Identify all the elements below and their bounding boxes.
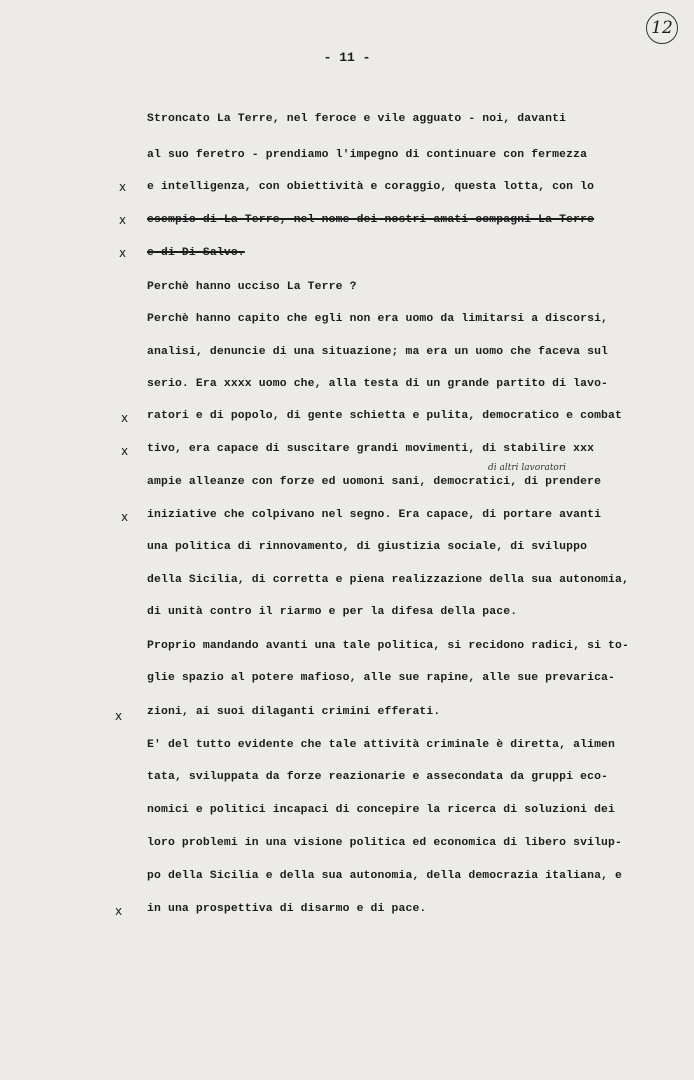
handwritten-page-number: 12 xyxy=(646,12,678,44)
text-line: Perchè hanno capito che egli non era uomo da limitarsi a discorsi, xyxy=(147,313,609,325)
margin-mark: x xyxy=(119,180,127,194)
text-line: E' del tutto evidente che tale attività criminale è diretta, alimen xyxy=(147,739,616,751)
text-line-struck: esempio di La Terre, nel nome dei nostri amati compagni La Terre xyxy=(147,214,595,226)
text-line: Stroncato La Terre, nel feroce e vile agguato - noi, davanti xyxy=(147,113,567,125)
text-line: in una prospettiva di disarmo e di pace. xyxy=(147,903,427,915)
margin-mark: x xyxy=(121,510,129,524)
text-line: ampie alleanze con forze ed uomoni sani, democratici, di prendere xyxy=(147,476,602,488)
text-line: serio. Era xxxx uomo che, alla testa di un grande partito di lavo- xyxy=(147,378,609,390)
margin-mark: x xyxy=(115,709,123,723)
text-line: tivo, era capace di suscitare grandi movimenti, di stabilire xxx xyxy=(147,443,595,455)
text-line: di unità contro il riarmo e per la difesa della pace. xyxy=(147,606,518,618)
text-line: tata, sviluppata da forze reazionarie e assecondata da gruppi eco- xyxy=(147,771,609,783)
margin-mark: x xyxy=(115,904,123,918)
handwritten-insert: di altri lavoratori xyxy=(488,463,567,473)
text-line: della Sicilia, di corretta e piena realizzazione della sua autonomia, xyxy=(147,574,629,586)
text-line: Proprio mandando avanti una tale politica, si recidono radici, si to- xyxy=(147,640,629,652)
text-line: e intelligenza, con obiettività e coraggio, questa lotta, con lo xyxy=(147,181,595,193)
text-line: una politica di rinnovamento, di giustizia sociale, di sviluppo xyxy=(147,541,588,553)
page-header: - 11 - xyxy=(323,50,371,65)
text-line: analisi, denuncie di una situazione; ma era un uomo che faceva sul xyxy=(147,346,609,358)
text-line: Perchè hanno ucciso La Terre ? xyxy=(147,281,357,293)
text-line: zioni, ai suoi dilaganti crimini efferati. xyxy=(147,706,441,718)
text-line: ratori e di popolo, di gente schietta e pulita, democratico e combat xyxy=(147,410,623,422)
margin-mark: x xyxy=(121,411,129,425)
text-line: al suo feretro - prendiamo l'impegno di continuare con fermezza xyxy=(147,149,588,161)
text-line: nomici e politici incapaci di concepire la ricerca di soluzioni dei xyxy=(147,804,616,816)
text-line: loro problemi in una visione politica ed economica di libero svilup- xyxy=(147,837,623,849)
margin-mark: x xyxy=(121,444,129,458)
margin-mark: x xyxy=(119,213,127,227)
margin-mark: x xyxy=(119,246,127,260)
text-line-struck: e di Di Salvo. xyxy=(147,247,245,259)
text-line: iniziative che colpivano nel segno. Era capace, di portare avanti xyxy=(147,509,602,521)
text-line: glie spazio al potere mafioso, alle sue rapine, alle sue prevarica- xyxy=(147,672,616,684)
text-line: po della Sicilia e della sua autonomia, della democrazia italiana, e xyxy=(147,870,623,882)
